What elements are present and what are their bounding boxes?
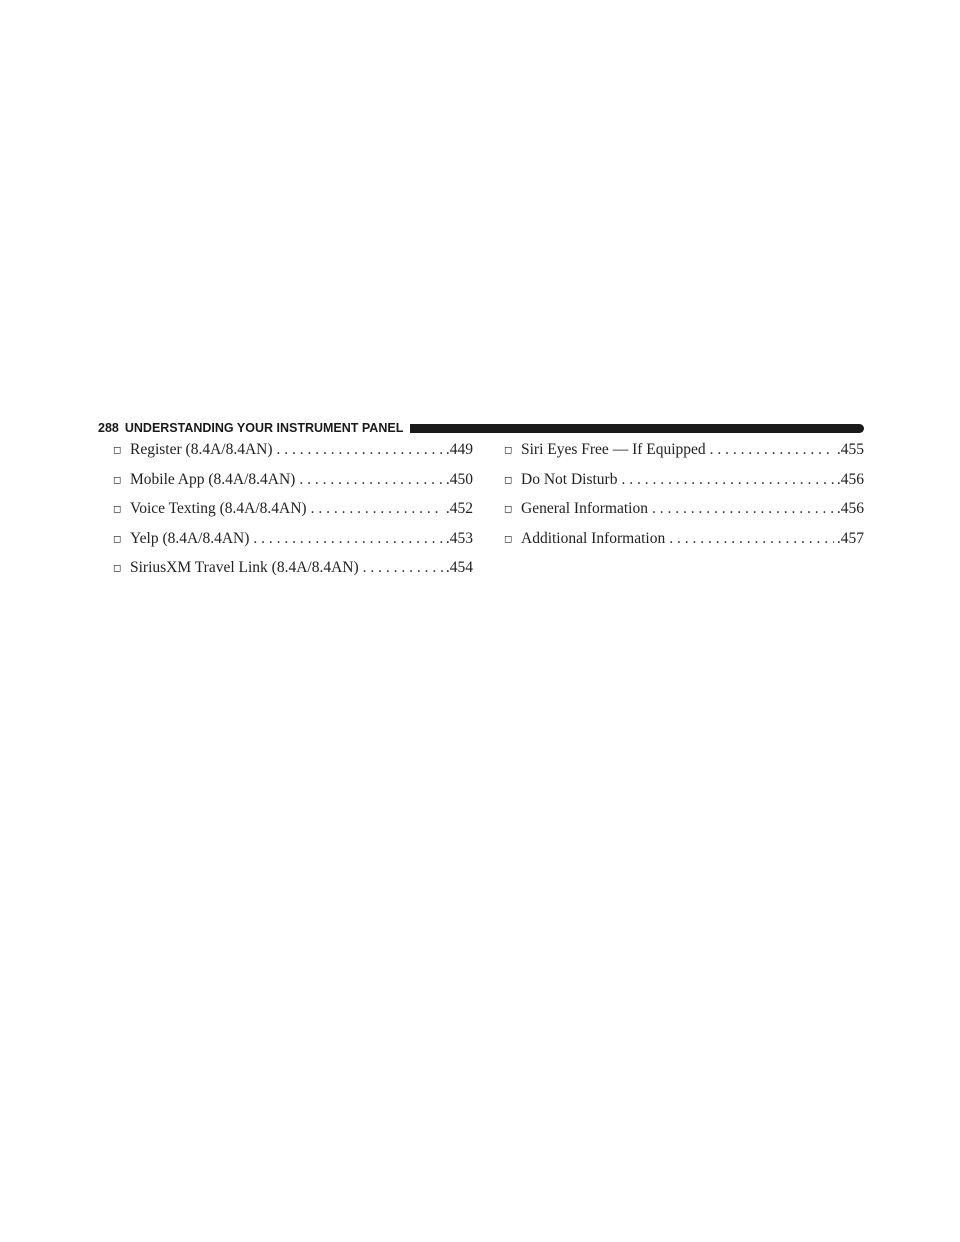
toc-entry[interactable] — [113, 559, 473, 589]
toc-entry-title: Yelp (8.4A/8.4AN) — [130, 529, 250, 547]
page-number: 288 — [98, 421, 119, 435]
checkbox-square-icon: ◻ — [113, 563, 122, 574]
toc-entry-title: Do Not Disturb — [521, 470, 618, 488]
toc-entry-page: .452 — [445, 500, 473, 517]
checkbox-square-icon: ◻ — [113, 474, 122, 486]
dot-leader — [277, 441, 443, 459]
toc-entry[interactable] — [504, 530, 864, 560]
header-rule — [410, 424, 864, 433]
checkbox-square-icon: ◻ — [504, 445, 513, 456]
toc-entry[interactable] — [113, 530, 473, 560]
page-header — [98, 419, 864, 437]
checkbox-square-icon: ◻ — [504, 533, 513, 545]
toc-entry[interactable] — [504, 471, 864, 501]
toc-column-right — [504, 441, 864, 559]
toc-entry-page: .453 — [445, 529, 473, 547]
checkbox-square-icon: ◻ — [504, 474, 513, 486]
toc-entry[interactable] — [504, 500, 864, 530]
toc-entry-title: Siri Eyes Free — If Equipped — [521, 441, 706, 458]
toc-entry-page: .454 — [445, 559, 473, 576]
toc-column-left — [113, 441, 473, 589]
dot-leader — [299, 471, 443, 489]
toc-entry[interactable] — [113, 441, 473, 471]
toc-entry-page: .450 — [445, 470, 473, 488]
toc-entry-page: .455 — [836, 441, 864, 458]
toc-entry-page: .457 — [836, 529, 864, 547]
toc-entry-page: .456 — [836, 470, 864, 488]
section-title: UNDERSTANDING YOUR INSTRUMENT PANEL — [124, 421, 404, 435]
dot-leader — [652, 500, 834, 518]
toc-entry-title: General Information — [521, 500, 648, 517]
toc-entry-title: Voice Texting (8.4A/8.4AN) — [130, 500, 307, 517]
toc-entry-title: Register (8.4A/8.4AN) — [130, 441, 273, 458]
dot-leader — [253, 530, 442, 548]
toc-entry-title: SiriusXM Travel Link (8.4A/8.4AN) — [130, 559, 359, 576]
toc-entry-page: .456 — [836, 500, 864, 517]
checkbox-square-icon: ◻ — [113, 445, 122, 456]
checkbox-square-icon: ◻ — [504, 504, 513, 515]
toc-entry[interactable] — [113, 500, 473, 530]
checkbox-square-icon: ◻ — [113, 504, 122, 515]
dot-leader — [669, 530, 834, 548]
dot-leader — [311, 500, 443, 518]
toc-entry-title: Mobile App (8.4A/8.4AN) — [130, 470, 296, 488]
toc-entry[interactable] — [113, 471, 473, 501]
dot-leader — [621, 471, 833, 489]
dot-leader — [710, 441, 834, 459]
dot-leader — [363, 559, 443, 577]
toc-entry[interactable] — [504, 441, 864, 471]
checkbox-square-icon: ◻ — [113, 533, 122, 545]
toc-entry-page: .449 — [445, 441, 473, 458]
toc-entry-title: Additional Information — [521, 529, 666, 547]
